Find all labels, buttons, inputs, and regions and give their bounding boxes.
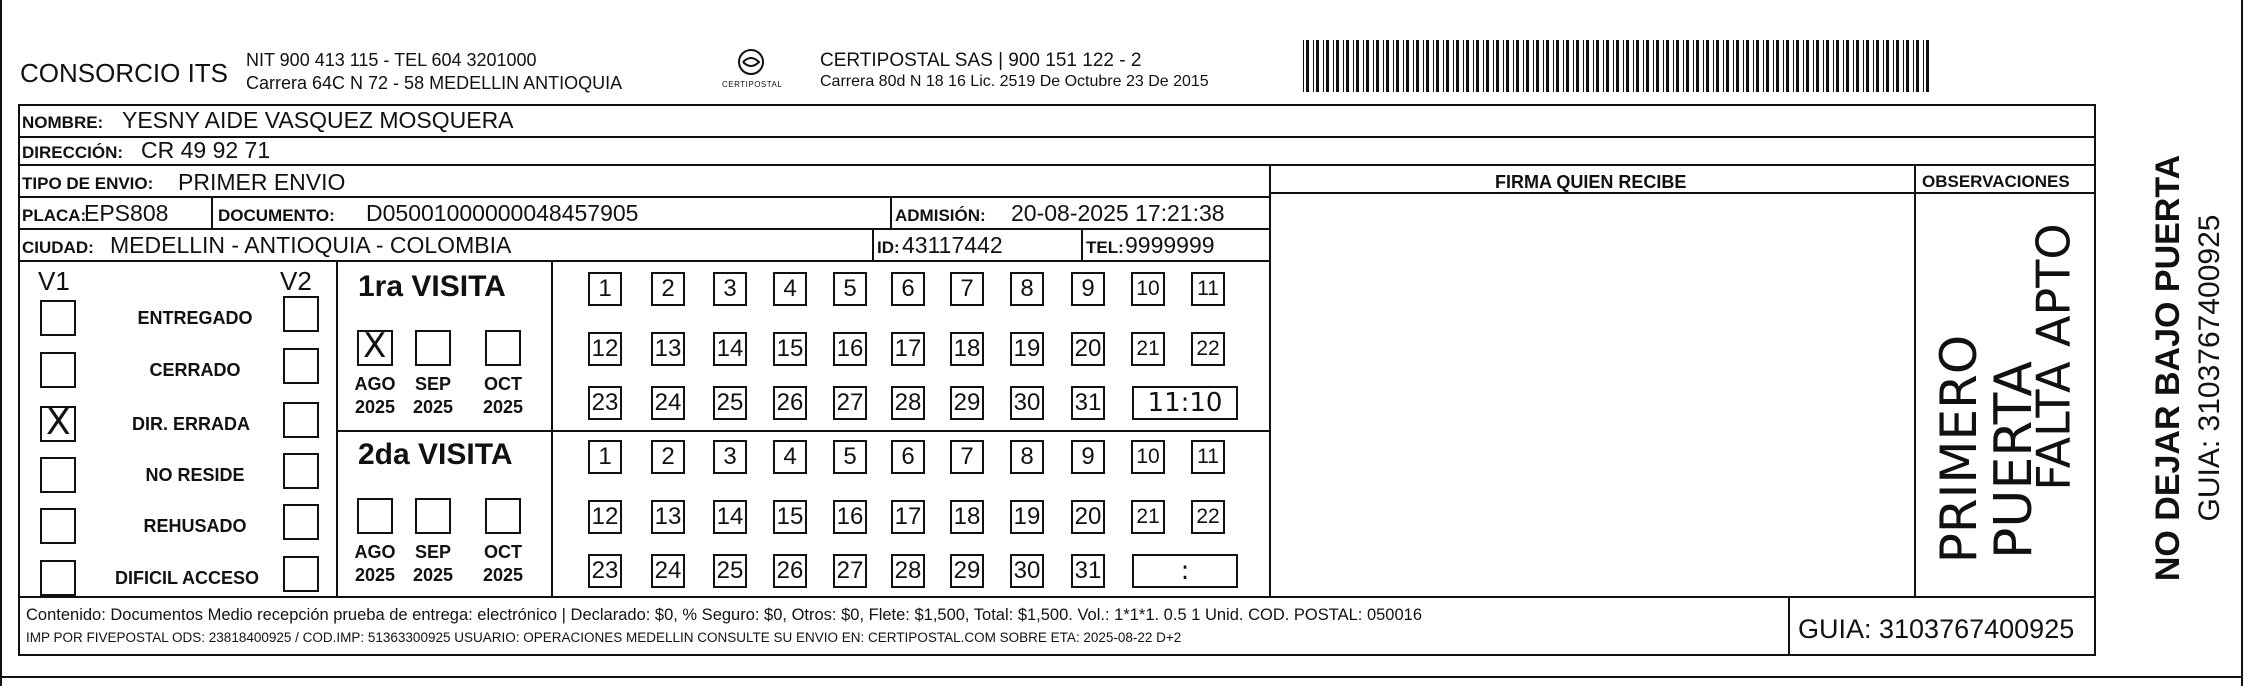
day-box[interactable]: 25 (713, 386, 747, 420)
barcode-bar (1896, 40, 1899, 92)
v2-checkbox[interactable] (283, 296, 319, 332)
barcode-bar (1403, 40, 1404, 92)
barcode-bar (1833, 40, 1834, 92)
day-box[interactable]: 19 (1010, 500, 1044, 534)
v1-label: V1 (38, 266, 70, 296)
status-option-label: DIR. ERRADA (131, 414, 250, 434)
day-box[interactable]: 2 (651, 440, 685, 474)
day-box[interactable]: 19 (1010, 332, 1044, 366)
barcode-bar (1746, 40, 1749, 92)
day-box[interactable]: 10 (1131, 272, 1165, 306)
page-left-border (0, 0, 2, 686)
page-right-border (2241, 0, 2243, 686)
license-line: Carrera 80d N 18 16 Lic. 2519 De Octubre 23 De 2015 (820, 73, 1209, 90)
barcode-bar (1626, 40, 1629, 92)
year-label: 2025 (354, 565, 396, 585)
barcode-bar (1786, 40, 1789, 92)
barcode-bar (1796, 40, 1799, 92)
logo-text: CERTIPOSTAL (722, 80, 783, 89)
admision-label: ADMISIÓN: (895, 206, 986, 225)
day-box[interactable]: 21 (1131, 332, 1165, 366)
day-box[interactable]: 15 (773, 500, 807, 534)
day-box[interactable]: 5 (833, 440, 867, 474)
barcode-bar (1803, 40, 1804, 92)
day-box[interactable]: 15 (773, 332, 807, 366)
day-box[interactable]: 8 (1010, 440, 1044, 474)
footer-guia-divider (1788, 596, 1790, 656)
barcode-bar (1843, 40, 1844, 92)
barcode-bar (1546, 40, 1549, 92)
barcode-bar (1336, 40, 1339, 92)
visit-divider (337, 430, 1269, 432)
day-box[interactable]: 11 (1191, 440, 1225, 474)
barcode-bar (1326, 40, 1329, 92)
barcode (1303, 40, 1937, 92)
side-guia: GUIA: 3103767400925 (2193, 214, 2226, 522)
day-box[interactable]: 1 (588, 440, 622, 474)
day-box[interactable]: 25 (713, 554, 747, 588)
barcode-bar (1493, 40, 1494, 92)
day-box[interactable]: 11 (1191, 272, 1225, 306)
year-label: 2025 (412, 565, 454, 585)
barcode-bar (1583, 40, 1584, 92)
barcode-bar (1606, 40, 1609, 92)
v1-checkbox[interactable] (40, 300, 76, 336)
barcode-bar (1353, 40, 1354, 92)
barcode-bar (1323, 40, 1324, 92)
barcode-bar (1853, 40, 1854, 92)
time-box[interactable]: : (1132, 554, 1238, 588)
barcode-bar (1436, 40, 1439, 92)
v2-label: V2 (280, 266, 312, 296)
barcode-bar (1443, 40, 1444, 92)
day-box[interactable]: 27 (833, 554, 867, 588)
barcode-bar (1383, 40, 1384, 92)
barcode-bar (1306, 40, 1309, 92)
day-box[interactable]: 6 (891, 272, 925, 306)
day-box[interactable]: 26 (773, 554, 807, 588)
barcode-bar (1883, 40, 1884, 92)
barcode-bar (1463, 40, 1464, 92)
check-mark: X (363, 326, 387, 366)
day-box[interactable]: 24 (651, 554, 685, 588)
barcode-bar (1533, 40, 1534, 92)
barcode-bar (1396, 40, 1399, 92)
barcode-bar (1513, 40, 1514, 92)
barcode-bar (1866, 40, 1869, 92)
day-box[interactable]: 18 (950, 500, 984, 534)
row-divider (18, 136, 2096, 138)
barcode-bar (1743, 40, 1744, 92)
year-label: 2025 (482, 397, 524, 417)
firma-label: FIRMA QUIEN RECIBE (1495, 172, 1687, 192)
footer-imp: IMP POR FIVEPOSTAL ODS: 23818400925 / COD.IMP: 51363300925 USUARIO: OPERACIONES MEDELLIN CONSULTE SU ENVIO EN: CERTIPOSTAL.COM SOBRE ETA: 2025-08-22 D+2 (26, 630, 1182, 645)
day-box[interactable]: 1 (588, 272, 622, 306)
barcode-bar (1793, 40, 1794, 92)
day-box[interactable]: 31 (1071, 554, 1105, 588)
barcode-bar (1823, 40, 1824, 92)
barcode-bar (1783, 40, 1784, 92)
barcode-bar (1736, 40, 1739, 92)
barcode-bar (1453, 40, 1454, 92)
barcode-bar (1523, 40, 1524, 92)
direccion-value: CR 49 92 71 (141, 137, 271, 163)
day-box[interactable]: 7 (950, 272, 984, 306)
barcode-bar (1706, 40, 1709, 92)
barcode-bar (1813, 40, 1814, 92)
status-option-label: REHUSADO (143, 516, 247, 536)
barcode-bar (1526, 40, 1529, 92)
barcode-bar (1676, 40, 1679, 92)
barcode-bar (1393, 40, 1394, 92)
barcode-bar (1723, 40, 1724, 92)
barcode-bar (1926, 40, 1929, 92)
barcode-bar (1503, 40, 1504, 92)
barcode-bar (1446, 40, 1449, 92)
barcode-bar (1666, 40, 1669, 92)
barcode-bar (1356, 40, 1359, 92)
barcode-bar (1756, 40, 1759, 92)
barcode-bar (1516, 40, 1519, 92)
side-warning: NO DEJAR BAJO PUERTA (2149, 154, 2187, 582)
year-label: 2025 (354, 397, 396, 417)
status-option-label: ENTREGADO (137, 308, 253, 328)
barcode-bar (1733, 40, 1734, 92)
year-label: 2025 (412, 397, 454, 417)
day-box[interactable]: 5 (833, 272, 867, 306)
barcode-bar (1656, 40, 1659, 92)
day-box[interactable]: 13 (651, 332, 685, 366)
barcode-bar (1836, 40, 1839, 92)
barcode-bar (1536, 40, 1539, 92)
day-box[interactable]: 9 (1071, 440, 1105, 474)
day-box[interactable]: 28 (891, 386, 925, 420)
barcode-bar (1633, 40, 1634, 92)
barcode-bar (1683, 40, 1684, 92)
barcode-bar (1423, 40, 1424, 92)
day-box[interactable]: 30 (1010, 554, 1044, 588)
time-box[interactable]: 11:10 (1132, 386, 1238, 420)
day-box[interactable]: 29 (950, 386, 984, 420)
barcode-bar (1563, 40, 1564, 92)
page-bottom-border (0, 676, 2243, 678)
observaciones-label: OBSERVACIONES (1922, 172, 2070, 191)
visit-month-divider (551, 262, 553, 596)
barcode-bar (1826, 40, 1829, 92)
id-label: ID: (877, 238, 900, 257)
observaciones-handwritten-1: PRIMERO (1930, 334, 1989, 564)
day-box[interactable]: 29 (950, 554, 984, 588)
documento-label: DOCUMENTO: (218, 206, 335, 225)
barcode-bar (1646, 40, 1649, 92)
documento-value: D05001000000048457905 (366, 200, 639, 226)
check-mark: X (46, 402, 71, 443)
barcode-bar (1566, 40, 1569, 92)
day-box[interactable]: 20 (1071, 500, 1105, 534)
barcode-bar (1616, 40, 1619, 92)
admision-value: 20-08-2025 17:21:38 (1011, 200, 1225, 226)
nombre-label: NOMBRE: (22, 113, 104, 132)
row-divider (18, 196, 1270, 198)
month-checkbox[interactable] (357, 326, 393, 366)
barcode-bar (1593, 40, 1594, 92)
status-option-label: NO RESIDE (145, 465, 245, 485)
barcode-bar (1343, 40, 1344, 92)
v2-checkbox[interactable] (283, 348, 319, 384)
barcode-bar (1573, 40, 1574, 92)
day-box[interactable]: 13 (651, 500, 685, 534)
month-label: OCT (484, 374, 522, 394)
barcode-bar (1663, 40, 1664, 92)
day-box[interactable]: 24 (651, 386, 685, 420)
day-box[interactable]: 14 (713, 500, 747, 534)
day-box[interactable]: 22 (1191, 500, 1225, 534)
barcode-bar (1576, 40, 1579, 92)
visit-title: 1ra VISITA (358, 270, 506, 303)
barcode-bar (1366, 40, 1369, 92)
barcode-bar (1906, 40, 1909, 92)
month-checkbox[interactable] (415, 498, 451, 534)
day-box[interactable]: 18 (950, 332, 984, 366)
footer-guia: GUIA: 3103767400925 (1798, 614, 2075, 644)
barcode-bar (1893, 40, 1894, 92)
cell-divider (211, 198, 213, 228)
tipo-value: PRIMER ENVIO (178, 169, 346, 195)
barcode-bar (1623, 40, 1624, 92)
barcode-bar (1386, 40, 1389, 92)
company-name: CONSORCIO ITS (20, 58, 229, 88)
barcode-bar (1466, 40, 1469, 92)
barcode-bar (1693, 40, 1694, 92)
status-divider (336, 262, 338, 596)
v1-checkbox[interactable] (40, 560, 76, 596)
barcode-bar (1636, 40, 1639, 92)
barcode-bar (1903, 40, 1904, 92)
barcode-bar (1373, 40, 1374, 92)
barcode-bar (1413, 40, 1414, 92)
barcode-bar (1303, 40, 1304, 92)
barcode-bar (1673, 40, 1674, 92)
ciudad-label: CIUDAD: (22, 238, 94, 257)
barcode-bar (1873, 40, 1874, 92)
company-nit: NIT 900 413 115 - TEL 604 3201000 (246, 50, 537, 70)
day-box[interactable]: 17 (891, 332, 925, 366)
nombre-value: YESNY AIDE VASQUEZ MOSQUERA (122, 107, 514, 133)
cell-divider (1081, 230, 1083, 260)
footer-divider (18, 596, 2096, 598)
month-checkbox[interactable] (485, 498, 521, 534)
barcode-bar (1776, 40, 1779, 92)
id-value: 43117442 (902, 232, 1003, 258)
footer-contenido: Contenido: Documentos Medio recepción prueba de entrega: electrónico | Declarado: $0, % Seguro: $0, Otros: $0, Flete: $1,500, Total: $1,500. Vol.: 1*1*1. 0.5 1 Unid. COD. POSTAL: 050016 (26, 606, 1423, 624)
barcode-bar (1416, 40, 1419, 92)
day-box[interactable]: 4 (773, 272, 807, 306)
month-label: SEP (414, 542, 452, 562)
barcode-bar (1686, 40, 1689, 92)
day-box[interactable]: 12 (588, 500, 622, 534)
month-label: AGO (354, 374, 396, 394)
day-box[interactable]: 12 (588, 332, 622, 366)
barcode-bar (1473, 40, 1474, 92)
barcode-bar (1456, 40, 1459, 92)
day-box[interactable]: 20 (1071, 332, 1105, 366)
barcode-bar (1886, 40, 1889, 92)
barcode-bar (1553, 40, 1554, 92)
day-box[interactable]: 3 (713, 440, 747, 474)
barcode-bar (1316, 40, 1319, 92)
year-label: 2025 (482, 565, 524, 585)
day-box[interactable]: 10 (1131, 440, 1165, 474)
barcode-bar (1653, 40, 1654, 92)
barcode-bar (1703, 40, 1704, 92)
day-box[interactable]: 7 (950, 440, 984, 474)
month-label: SEP (414, 374, 452, 394)
barcode-bar (1816, 40, 1819, 92)
day-box[interactable]: 26 (773, 386, 807, 420)
cell-divider (890, 198, 892, 228)
tel-label: TEL: (1086, 238, 1124, 257)
day-box[interactable]: 16 (833, 332, 867, 366)
row-divider (18, 260, 1270, 262)
day-box[interactable]: 4 (773, 440, 807, 474)
day-box[interactable]: 27 (833, 386, 867, 420)
barcode-bar (1506, 40, 1509, 92)
v1-checkbox[interactable] (40, 457, 76, 493)
barcode-bar (1596, 40, 1599, 92)
barcode-bar (1726, 40, 1729, 92)
month-label: OCT (484, 542, 522, 562)
month-checkbox[interactable] (357, 498, 393, 534)
day-box[interactable]: 28 (891, 554, 925, 588)
day-box[interactable]: 31 (1071, 386, 1105, 420)
barcode-bar (1346, 40, 1349, 92)
placa-value: EPS808 (84, 200, 169, 226)
barcode-bar (1496, 40, 1499, 92)
barcode-bar (1846, 40, 1849, 92)
day-box[interactable]: 22 (1191, 332, 1225, 366)
barcode-bar (1766, 40, 1769, 92)
day-box[interactable]: 23 (588, 554, 622, 588)
barcode-bar (1863, 40, 1864, 92)
col-divider (1914, 164, 1916, 596)
row-divider (18, 164, 2096, 166)
day-box[interactable]: 23 (588, 386, 622, 420)
day-box[interactable]: 14 (713, 332, 747, 366)
barcode-bar (1643, 40, 1644, 92)
barcode-bar (1586, 40, 1589, 92)
certipostal-line: CERTIPOSTAL SAS | 900 151 122 - 2 (820, 50, 1142, 71)
day-box[interactable]: 9 (1071, 272, 1105, 306)
barcode-bar (1543, 40, 1544, 92)
barcode-bar (1773, 40, 1774, 92)
barcode-bar (1806, 40, 1809, 92)
barcode-bar (1916, 40, 1919, 92)
v2-checkbox[interactable] (283, 402, 319, 438)
month-checkbox[interactable] (485, 330, 521, 366)
barcode-bar (1426, 40, 1429, 92)
barcode-bar (1483, 40, 1484, 92)
barcode-bar (1603, 40, 1604, 92)
barcode-bar (1476, 40, 1479, 92)
visit-title: 2da VISITA (358, 438, 513, 471)
day-box[interactable]: 16 (833, 500, 867, 534)
status-option-label: CERRADO (149, 360, 241, 380)
v2-checkbox[interactable] (283, 556, 319, 592)
v1-checkbox[interactable] (40, 402, 76, 443)
status-option-label: DIFICIL ACCESO (114, 568, 259, 588)
barcode-bar (1363, 40, 1364, 92)
month-checkbox[interactable] (415, 330, 451, 366)
day-box[interactable]: 6 (891, 440, 925, 474)
barcode-bar (1486, 40, 1489, 92)
day-box[interactable]: 17 (891, 500, 925, 534)
barcode-bar (1613, 40, 1614, 92)
company-address: Carrera 64C N 72 - 58 MEDELLIN ANTIOQUIA (246, 73, 623, 93)
barcode-bar (1716, 40, 1719, 92)
day-box[interactable]: 21 (1131, 500, 1165, 534)
tipo-label: TIPO DE ENVIO: (22, 174, 154, 193)
barcode-bar (1556, 40, 1559, 92)
col-divider (1269, 164, 1271, 596)
day-box[interactable]: 3 (713, 272, 747, 306)
day-box[interactable]: 2 (651, 272, 685, 306)
observaciones-handwritten-2: PUERTA (1983, 361, 2044, 559)
day-box[interactable]: 8 (1010, 272, 1044, 306)
placa-label: PLACA: (22, 206, 87, 225)
barcode-bar (1433, 40, 1434, 92)
barcode-bar (1856, 40, 1859, 92)
v2-checkbox[interactable] (283, 453, 319, 489)
ciudad-value: MEDELLIN - ANTIOQUIA - COLOMBIA (110, 232, 512, 258)
barcode-bar (1376, 40, 1379, 92)
barcode-bar (1923, 40, 1924, 92)
barcode-bar (1313, 40, 1314, 92)
observaciones-handwritten-3: FALTA APTO (2026, 223, 2081, 491)
tel-value: 9999999 (1125, 232, 1215, 258)
barcode-bar (1876, 40, 1879, 92)
barcode-bar (1763, 40, 1764, 92)
barcode-bar (1913, 40, 1914, 92)
barcode-bar (1753, 40, 1754, 92)
v2-checkbox[interactable] (283, 504, 319, 540)
cell-divider (872, 230, 874, 260)
month-label: AGO (354, 542, 396, 562)
day-box[interactable]: 30 (1010, 386, 1044, 420)
direccion-label: DIRECCIÓN: (22, 143, 124, 162)
barcode-bar (1406, 40, 1409, 92)
barcode-bar (1713, 40, 1714, 92)
certipostal-logo-icon (718, 48, 784, 94)
v1-checkbox[interactable] (40, 352, 76, 388)
barcode-bar (1333, 40, 1334, 92)
barcode-bar (1696, 40, 1699, 92)
v1-checkbox[interactable] (40, 508, 76, 544)
